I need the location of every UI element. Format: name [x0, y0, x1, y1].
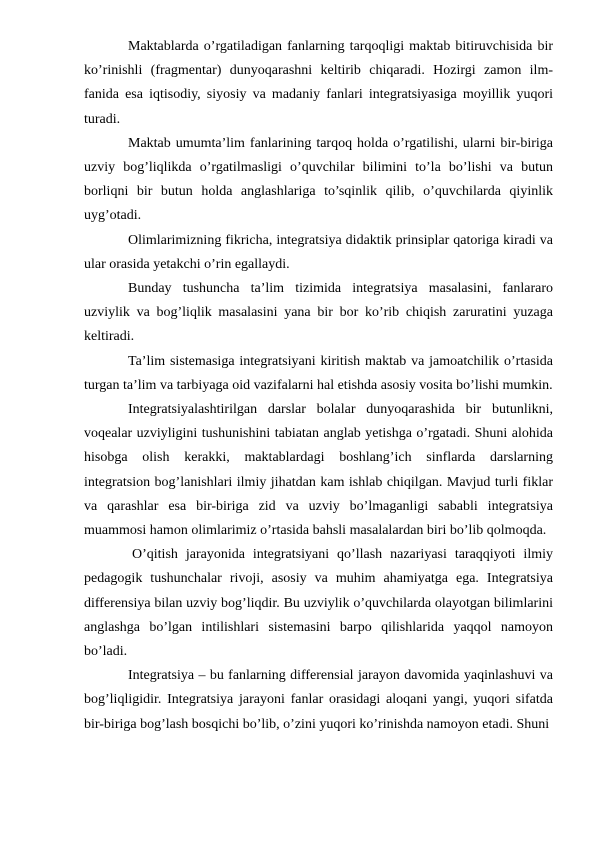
document-body — [84, 35, 553, 737]
paragraph-4: Bunday tushuncha ta’lim tizimida integratsiya masalasini, fanlararo uzviylik va bog’liqlik masalasini yana bir bor ko’rib chiqish zaruratini yuzaga keltiradi. — [84, 281, 553, 345]
paragraph-2: Maktab umumta’lim fanlarining tarqoq holda o’rgatilishi, ularni bir-biriga uzviy bog’liqlikda o’rgatilmasligi o’quvchilar bilimini to’la bo’lishi va butun borliqni bir butun holda anglashlariga to’sqinlik qilib, o’quvchilarda qiyinlik uyg’otadi. — [84, 135, 553, 224]
paragraph-1: Maktablarda o’rgatiladigan fanlarning tarqoqligi maktab bitiruvchisida bir ko’rinishli (fragmentar) dunyoqarashni keltirib chiqaradi. Hozirgi zamon ilm-fanida esa iqtisodiy, siyosiy va madaniy fanlari integratsiyasiga moyillik yuqori turadi. — [84, 39, 553, 127]
paragraph-7: O’qitish jarayonida integratsiyani qo’llash nazariyasi taraqqiyoti ilmiy pedagogik tushunchalar rivoji, asosiy va muhim ahamiyatga ega. Integratsiya differensiya bilan uzviy bog’liqdir. Bu uzviylik o’quvchilarda olayotgan bilimlarini anglashga bo’lgan intilishlari sistemasini barpo qilishlarida yaqqol namoyon bo’ladi. — [84, 547, 553, 660]
paragraph-8: Integratsiya – bu fanlarning differensial jarayon davomida yaqinlashuvi va bog’liqligidir. Integratsiya jarayoni fanlar orasidagi aloqani yangi, yuqori sifatda bir-biriga bog’lash bosqichi bo’lib, o’zini yuqori ko’rinishda namoyon etadi. Shuni — [84, 668, 553, 732]
paragraph-6: Integratsiyalashtirilgan darslar bolalar dunyoqarashida bir butunlikni, voqealar uzviyligini tushunishini tabiatan anglab yetishga o’rgatadi. Shuni alohida hisobga olish kerakki, maktablardagi boshlang’ich sinflarda darslarning integratsion bog’lanishlari ilmiy jihatdan kam ishlab chiqilgan. Mavjud turli fiklar va qarashlar esa bir-biriga zid va uzviy bo’lmaganligi sababli integratsiya muammosi hamon olimlarimiz o’rtasida bahsli masalalardan biri bo’lib qolmoqda. — [84, 402, 553, 539]
paragraph-5: Ta’lim sistemasiga integratsiyani kiritish maktab va jamoatchilik o’rtasida turgan ta’lim va tarbiyaga oid vazifalarni hal etishda asosiy vosita bo’lishi mumkin. — [84, 353, 553, 393]
paragraph-3: Olimlarimizning fikricha, integratsiya didaktik prinsiplar qatoriga kiradi va ular orasida yetakchi o’rin egallaydi. — [84, 232, 553, 272]
